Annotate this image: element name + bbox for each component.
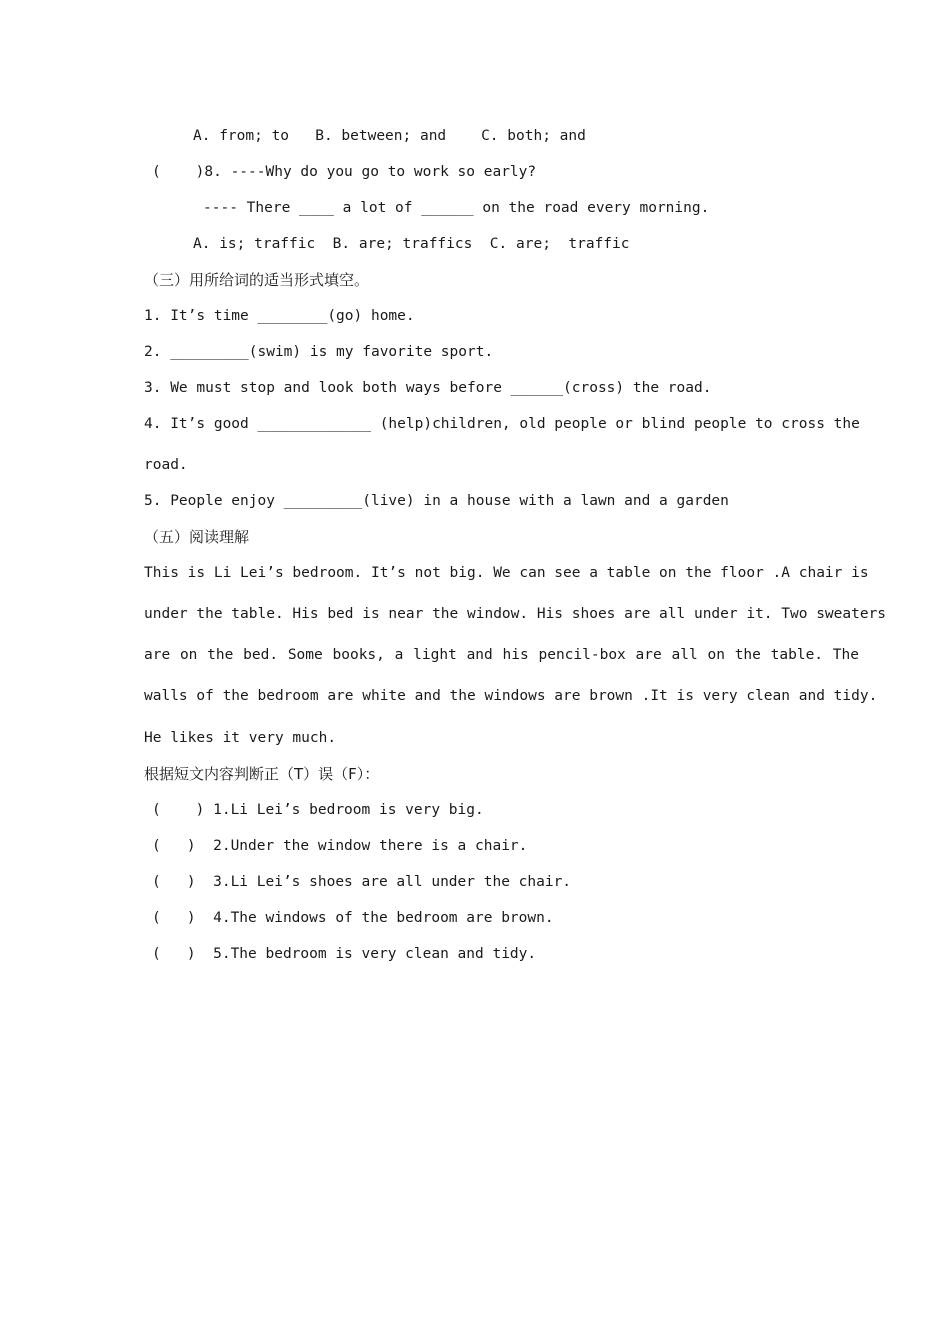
section3-heading: （三）用所给词的适当形式填空。 (144, 271, 370, 289)
tf-item-2: ( ) 2.Under the window there is a chair. (152, 838, 528, 854)
tf-item-4: ( ) 4.The windows of the bedroom are brown. (152, 910, 554, 926)
fill-item-4-continued: road. (144, 457, 188, 473)
q8-answer-line: ---- There ____ a lot of ______ on the road every morning. (203, 200, 710, 216)
tf-item-3: ( ) 3.Li Lei’s shoes are all under the chair. (152, 874, 572, 890)
q7-options: A. from; to B. between; and C. both; and (193, 128, 586, 144)
passage-line-3: are on the bed. Some books, a light and his pencil-box are all on the table. The (144, 647, 859, 663)
section5-heading: （五）阅读理解 (144, 528, 250, 546)
q8-options: A. is; traffic B. are; traffics C. are; traffic (193, 236, 630, 252)
fill-item-4: 4. It’s good _____________ (help)children, old people or blind people to cross the (144, 416, 860, 432)
tf-item-1: ( ) 1.Li Lei’s bedroom is very big. (152, 802, 484, 818)
fill-item-5: 5. People enjoy _________(live) in a house with a lawn and a garden (144, 493, 729, 509)
tf-item-5: ( ) 5.The bedroom is very clean and tidy. (152, 946, 537, 962)
q8-question: ( )8. ----Why do you go to work so early? (152, 164, 537, 180)
tf-instruction: 根据短文内容判断正（T）误（F）： (144, 765, 380, 783)
fill-item-3: 3. We must stop and look both ways before ______(cross) the road. (144, 380, 712, 396)
fill-item-2: 2. _________(swim) is my favorite sport. (144, 344, 494, 360)
passage-line-1: This is Li Lei’s bedroom. It’s not big. We can see a table on the floor .A chair is (144, 565, 869, 581)
fill-item-1: 1. It’s time ________(go) home. (144, 308, 415, 324)
passage-line-5: He likes it very much. (144, 730, 337, 746)
passage-line-4: walls of the bedroom are white and the windows are brown .It is very clean and tidy. (144, 688, 878, 704)
passage-line-2: under the table. His bed is near the window. His shoes are all under it. Two sweaters (144, 606, 887, 622)
